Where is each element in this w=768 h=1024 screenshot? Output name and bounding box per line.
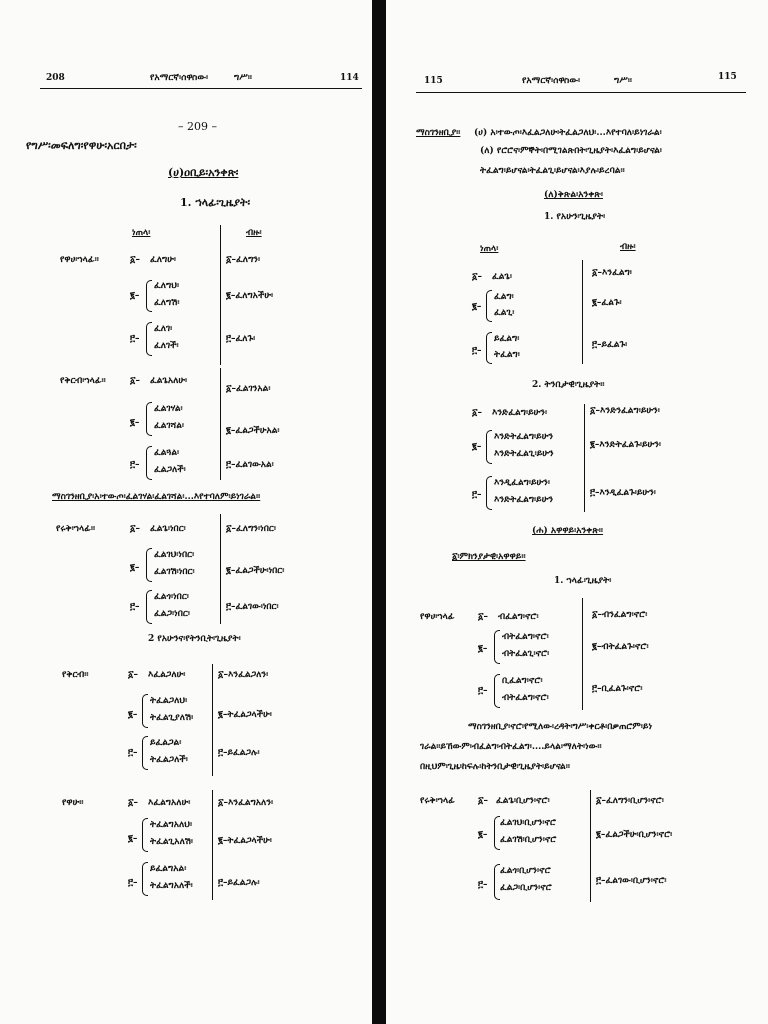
tense-label: የዋሁ። <box>62 798 84 808</box>
book-spine <box>372 0 386 1024</box>
note-text: (ለ) የሮሮና፡ምኞት፡በሚገልጽበት፡ጊዜያት፡እፈልግ፡ይሆናል፡ <box>480 146 662 156</box>
singular-form: እፈልጋለሁ፡ <box>148 670 186 680</box>
singular-form: ፈልገህ፡ነበር፡ <box>154 550 195 560</box>
page-marker: – 209 – <box>178 120 217 133</box>
person-number: ፪– <box>478 644 488 654</box>
singular-form: ፈልጋለች፡ <box>154 465 186 475</box>
person-number: ፫– <box>472 346 482 356</box>
column-divider <box>582 260 583 364</box>
singular-form: ፈልጌ፡ነበር፡ <box>150 524 186 534</box>
brace <box>486 332 492 364</box>
brace <box>146 446 152 480</box>
singular-form: ፈለገች፡ <box>154 341 179 351</box>
singular-form: ፈልጊ፡ <box>494 308 515 318</box>
singular-form: ትፈልጋለህ፡ <box>150 696 188 706</box>
person-number: ፪– <box>130 563 140 573</box>
singular-form: ፈልጌአለሁ፡ <box>150 376 188 386</box>
singular-form: ፈልገሃል፡ <box>154 404 183 414</box>
tense-label: የሩቅ፡ኀላፊ <box>420 796 455 806</box>
singular-form: እንድትፈልግ፡ይሁን <box>494 495 554 505</box>
plural-form: ፪–ፈልጉ፡ <box>592 298 622 308</box>
person-number: ፪– <box>128 834 138 844</box>
plural-form: ፪–ፈልጋችሁአል፡ <box>226 426 280 436</box>
column-header-plural: ብዙ፡ <box>246 228 262 238</box>
subsection-heading: (ሀ)ዐቢይ፡አንቀጽ፡ <box>168 166 239 179</box>
brace <box>486 476 492 510</box>
brace <box>142 736 148 770</box>
plural-form: ፫–ይፈልጋሉ፡ <box>218 748 260 758</box>
subsection-title: 1. ኀላፊ፡ጊዜያት፡ <box>180 196 251 209</box>
singular-form: ፈልጎ፡ነበር፡ <box>154 592 189 602</box>
running-title: የአማርኛ፡ሰዋስው፡ <box>150 73 209 83</box>
person-number: ፫– <box>128 748 138 758</box>
brace <box>142 818 148 852</box>
plural-form: ፪–ፈልጋችሁ፡ነበር፡ <box>226 566 285 576</box>
singular-form: ፈልገሽ፡ቢሆን፡ኖሮ <box>500 835 557 845</box>
column-header-plural: ብዙ፡ <box>620 242 636 252</box>
singular-form: ፈልጌ፡ቢሆን፡ኖሮ፡ <box>496 796 550 806</box>
person-number: ፫– <box>478 686 488 696</box>
singular-form: እንድፈልግ፡ይሁን፡ <box>492 408 548 418</box>
singular-form: ፈልጎ፡ቢሆን፡ኖሮ <box>500 866 551 876</box>
singular-form: ይፈልግ፡ <box>494 334 520 344</box>
plural-form: ፫–ፈልገው፡ነበር፡ <box>226 602 279 612</box>
column-divider <box>212 790 213 900</box>
singular-form: ብትፈልጊ፡ኖሮ፡ <box>502 649 550 659</box>
plural-form: ፩–ፈልገንአል፡ <box>226 384 271 394</box>
singular-form: ይፈልግአል፡ <box>150 864 187 874</box>
plural-form: ፪–ብትፈልጉ፡ኖሮ፡ <box>592 642 649 652</box>
note-text: በዚህም፡ጊዜ፡ከፍሉ፡ከትንቢታዊ፡ጊዜያት፡ይሆናል። <box>420 762 570 772</box>
subsection-heading: (ሐ) አዋዋይ፡አንቀጽ። <box>532 526 604 536</box>
singular-form: ፈልጋ፡ቢሆን፡ኖሮ <box>500 883 552 893</box>
page-number-left: 208 <box>46 73 65 83</box>
plural-form: ፪–ፈልጋችሁ፡ቢሆን፡ኖሮ፡ <box>596 830 673 840</box>
person-number: ፩– <box>478 796 489 806</box>
tense-label: የቅርብ፡ኀላፊ። <box>60 376 106 386</box>
brace <box>486 430 492 464</box>
note-text: ገራል።ይኸውም፡ብፈልግ፡ብትፈልግ፡....ይላል፡ማለት፡ነው። <box>420 742 602 752</box>
person-number: ፪– <box>472 302 482 312</box>
person-number: ፪– <box>478 830 488 840</box>
subsection-title: 2 የአሁንና፡የትንቢት፡ጊዜያት፡ <box>148 634 241 644</box>
running-section: ግሥ። <box>234 73 252 83</box>
person-number: ፫– <box>478 880 488 890</box>
singular-form: እፈልግአለሁ፡ <box>148 798 191 808</box>
singular-form: ትፈልግ፡ <box>494 350 520 360</box>
person-number: ፪– <box>472 442 482 452</box>
singular-form: ፈልጌ፡ <box>492 272 512 282</box>
subsection-heading: ፩፡ምክንያታዊ፡አዋዋይ። <box>452 552 526 562</box>
running-title: የአማርኛ፡ሰዋስው፡ <box>522 76 581 86</box>
column-header-singular: ነጠላ፡ <box>480 244 499 254</box>
plural-form: ፩–እንፈልጋለን፡ <box>218 670 269 680</box>
singular-form: ትፈልጋለች፡ <box>150 755 188 765</box>
subsection-heading: (ለ)ቅጽል፡አንቀጽ፡ <box>544 190 603 200</box>
note-text: ትፈልግ፡ይሆናል፡ትፈልጊ፡ይሆናል፡እያሉ፡ይረባል። <box>480 166 625 176</box>
plural-form: ፪–ፈለግአችሁ፡ <box>226 291 274 301</box>
singular-form: ትፈልጊያለሽ፡ <box>150 713 194 723</box>
plural-form: ፩–ፈለግን፡ነበር፡ <box>226 524 276 534</box>
column-divider <box>220 368 221 480</box>
right-page <box>386 0 768 1024</box>
subsection-title: 1. የአሁን፡ጊዜያት፡ <box>544 212 606 222</box>
singular-form: እንድትፈልግ፡ይሁን <box>494 432 554 442</box>
singular-form: ፈለገ፡ <box>154 324 173 334</box>
singular-form: ፈልገህ፡ቢሆን፡ኖሮ <box>500 818 557 828</box>
brace <box>146 280 152 312</box>
subsection-title: 1. ኀላፊ፡ጊዜያት፡ <box>554 576 612 586</box>
singular-form: ትፈልግአለች፡ <box>150 881 193 891</box>
header-rule <box>416 92 746 93</box>
singular-form: ቢፈልግ፡ኖሮ፡ <box>502 676 543 686</box>
brace <box>146 548 152 582</box>
plural-form: ፫–ፈልገውአል፡ <box>226 460 274 470</box>
tense-label: የሩቅ፡ኀላፊ። <box>56 524 96 534</box>
plural-form: ፩–እንድንፈልግ፡ይሁን፡ <box>590 406 660 416</box>
singular-form: ፈልገሻል፡ <box>154 421 185 431</box>
page-number-left: 115 <box>424 76 443 86</box>
singular-form: እንዲፈልግ፡ይሁን፡ <box>494 478 551 488</box>
brace <box>146 590 152 624</box>
person-number: ፫– <box>130 602 140 612</box>
tense-label: የዋሀ፡ኀላፊ <box>420 612 455 622</box>
person-number: ፩– <box>130 524 141 534</box>
column-divider <box>582 598 583 710</box>
plural-form: ፩–እንፈልግ፡ <box>592 268 632 278</box>
person-number: ፪– <box>130 291 140 301</box>
column-header-singular: ነጠላ፡ <box>132 228 151 238</box>
plural-form: ፫–ቢፈልጉ፡ኖሮ፡ <box>592 684 643 694</box>
column-divider <box>584 404 585 512</box>
plural-form: ፫–ፈልገው፡ቢሆን፡ኖሮ፡ <box>596 876 667 886</box>
left-page <box>0 0 372 1024</box>
singular-form: ፈለግሽ፡ <box>154 298 180 308</box>
header-rule <box>40 88 362 89</box>
plural-form: ፩–እንፈልግአለን፡ <box>218 798 274 808</box>
brace <box>494 630 500 664</box>
brace <box>142 694 148 728</box>
person-number: ፩– <box>130 376 141 386</box>
person-number: ፩– <box>472 272 483 282</box>
plural-form: ፫–ፈለጉ፡ <box>226 334 256 344</box>
plural-form: ፪–ትፈልጋላችሁ፡ <box>218 710 272 720</box>
person-number: ፪– <box>128 710 138 720</box>
person-number: ፩– <box>478 612 489 622</box>
person-number: ፩– <box>128 798 139 808</box>
singular-form: ብትፈልግ፡ኖሮ፡ <box>502 693 549 703</box>
note-label: ማስገንዘቢያ። <box>416 128 461 138</box>
singular-form: እንድትፈልጊ፡ይሁን <box>494 449 554 459</box>
person-number: ፩– <box>472 408 483 418</box>
singular-form: ፈልገሽ፡ነበር፡ <box>154 567 195 577</box>
singular-form: ብትፈልግ፡ኖሮ፡ <box>502 632 549 642</box>
column-divider <box>220 514 221 624</box>
plural-form: ፩–ፈለግን፡ <box>226 255 261 265</box>
page-number-right: 114 <box>340 73 359 83</box>
plural-form: ፫–እንዲፈልጉ፡ይሁን፡ <box>590 488 656 498</box>
person-number: ፩– <box>128 670 139 680</box>
plural-form: ፪–ትፈልጋላችሁ፡ <box>218 836 272 846</box>
person-number: ፫– <box>130 460 140 470</box>
singular-form: ፈልግ፡ <box>494 292 514 302</box>
note-text: ማስገንዘቢያ፡ኖሮ፡የሚለው፡ረዳት፡ግሥ፡ቀርቶ፡በቃጠሮም፡ይነ <box>468 722 653 732</box>
singular-form: ትፈልጊአለሽ፡ <box>150 837 194 847</box>
section-heading: የግሥ፡መፍለግ፡የዋሁ፡አርበታ፡ <box>26 139 137 152</box>
plural-form: ፫–ይፈልጋሉ፡ <box>218 878 260 888</box>
person-number: ፫– <box>130 334 140 344</box>
person-number: ፫– <box>128 878 138 888</box>
plural-form: ፪–እንድትፈልጉ፡ይሁን፡ <box>590 440 662 450</box>
tense-label: የቅርብ። <box>62 670 89 680</box>
brace <box>146 402 152 436</box>
singular-form: ትፈልግአለህ፡ <box>150 820 193 830</box>
note: ማስገንዘቢያ፡አ፡ተውጦ፡ፈልገሃል፡ፈልገሻል፡...እየተባለም፡ይነገራል። <box>52 492 261 502</box>
brace <box>142 862 148 896</box>
person-number: ፪– <box>130 418 140 428</box>
singular-form: ፈልጋ፡ነበር፡ <box>154 609 190 619</box>
brace <box>146 322 152 356</box>
singular-form: ፈለግህ፡ <box>154 281 180 291</box>
page-number-right: 115 <box>718 72 737 82</box>
singular-form: ፈልጓል፡ <box>154 448 180 458</box>
tense-label: የዋሀ፡ኀላፊ። <box>60 255 99 265</box>
brace <box>494 674 500 708</box>
running-section: ግሥ። <box>614 76 632 86</box>
brace <box>486 290 492 322</box>
note-text: (ሀ) አ፡ተውጦ፡እፈልጋለሁ፡ትፈልጋለህ፡...እየተባለ፡ይነገራል፡ <box>474 128 662 138</box>
column-divider <box>212 664 213 776</box>
plural-form: ፩–ፈለግን፡ቢሆን፡ኖሮ፡ <box>596 796 664 806</box>
person-number: ፫– <box>472 490 482 500</box>
singular-form: ይፈልጋል፡ <box>150 738 182 748</box>
plural-form: ፫–ይፈልጉ፡ <box>592 340 628 350</box>
singular-form: ፈለግሁ፡ <box>150 255 177 265</box>
singular-form: ብፈልግ፡ኖሮ፡ <box>498 612 539 622</box>
plural-form: ፩–ብንፈልግ፡ኖሮ፡ <box>592 610 648 620</box>
column-divider <box>590 790 591 902</box>
person-number: ፩– <box>130 255 141 265</box>
column-divider <box>220 225 221 365</box>
subsection-title: 2. ትንቢታዊ፡ጊዜያት። <box>532 380 605 390</box>
